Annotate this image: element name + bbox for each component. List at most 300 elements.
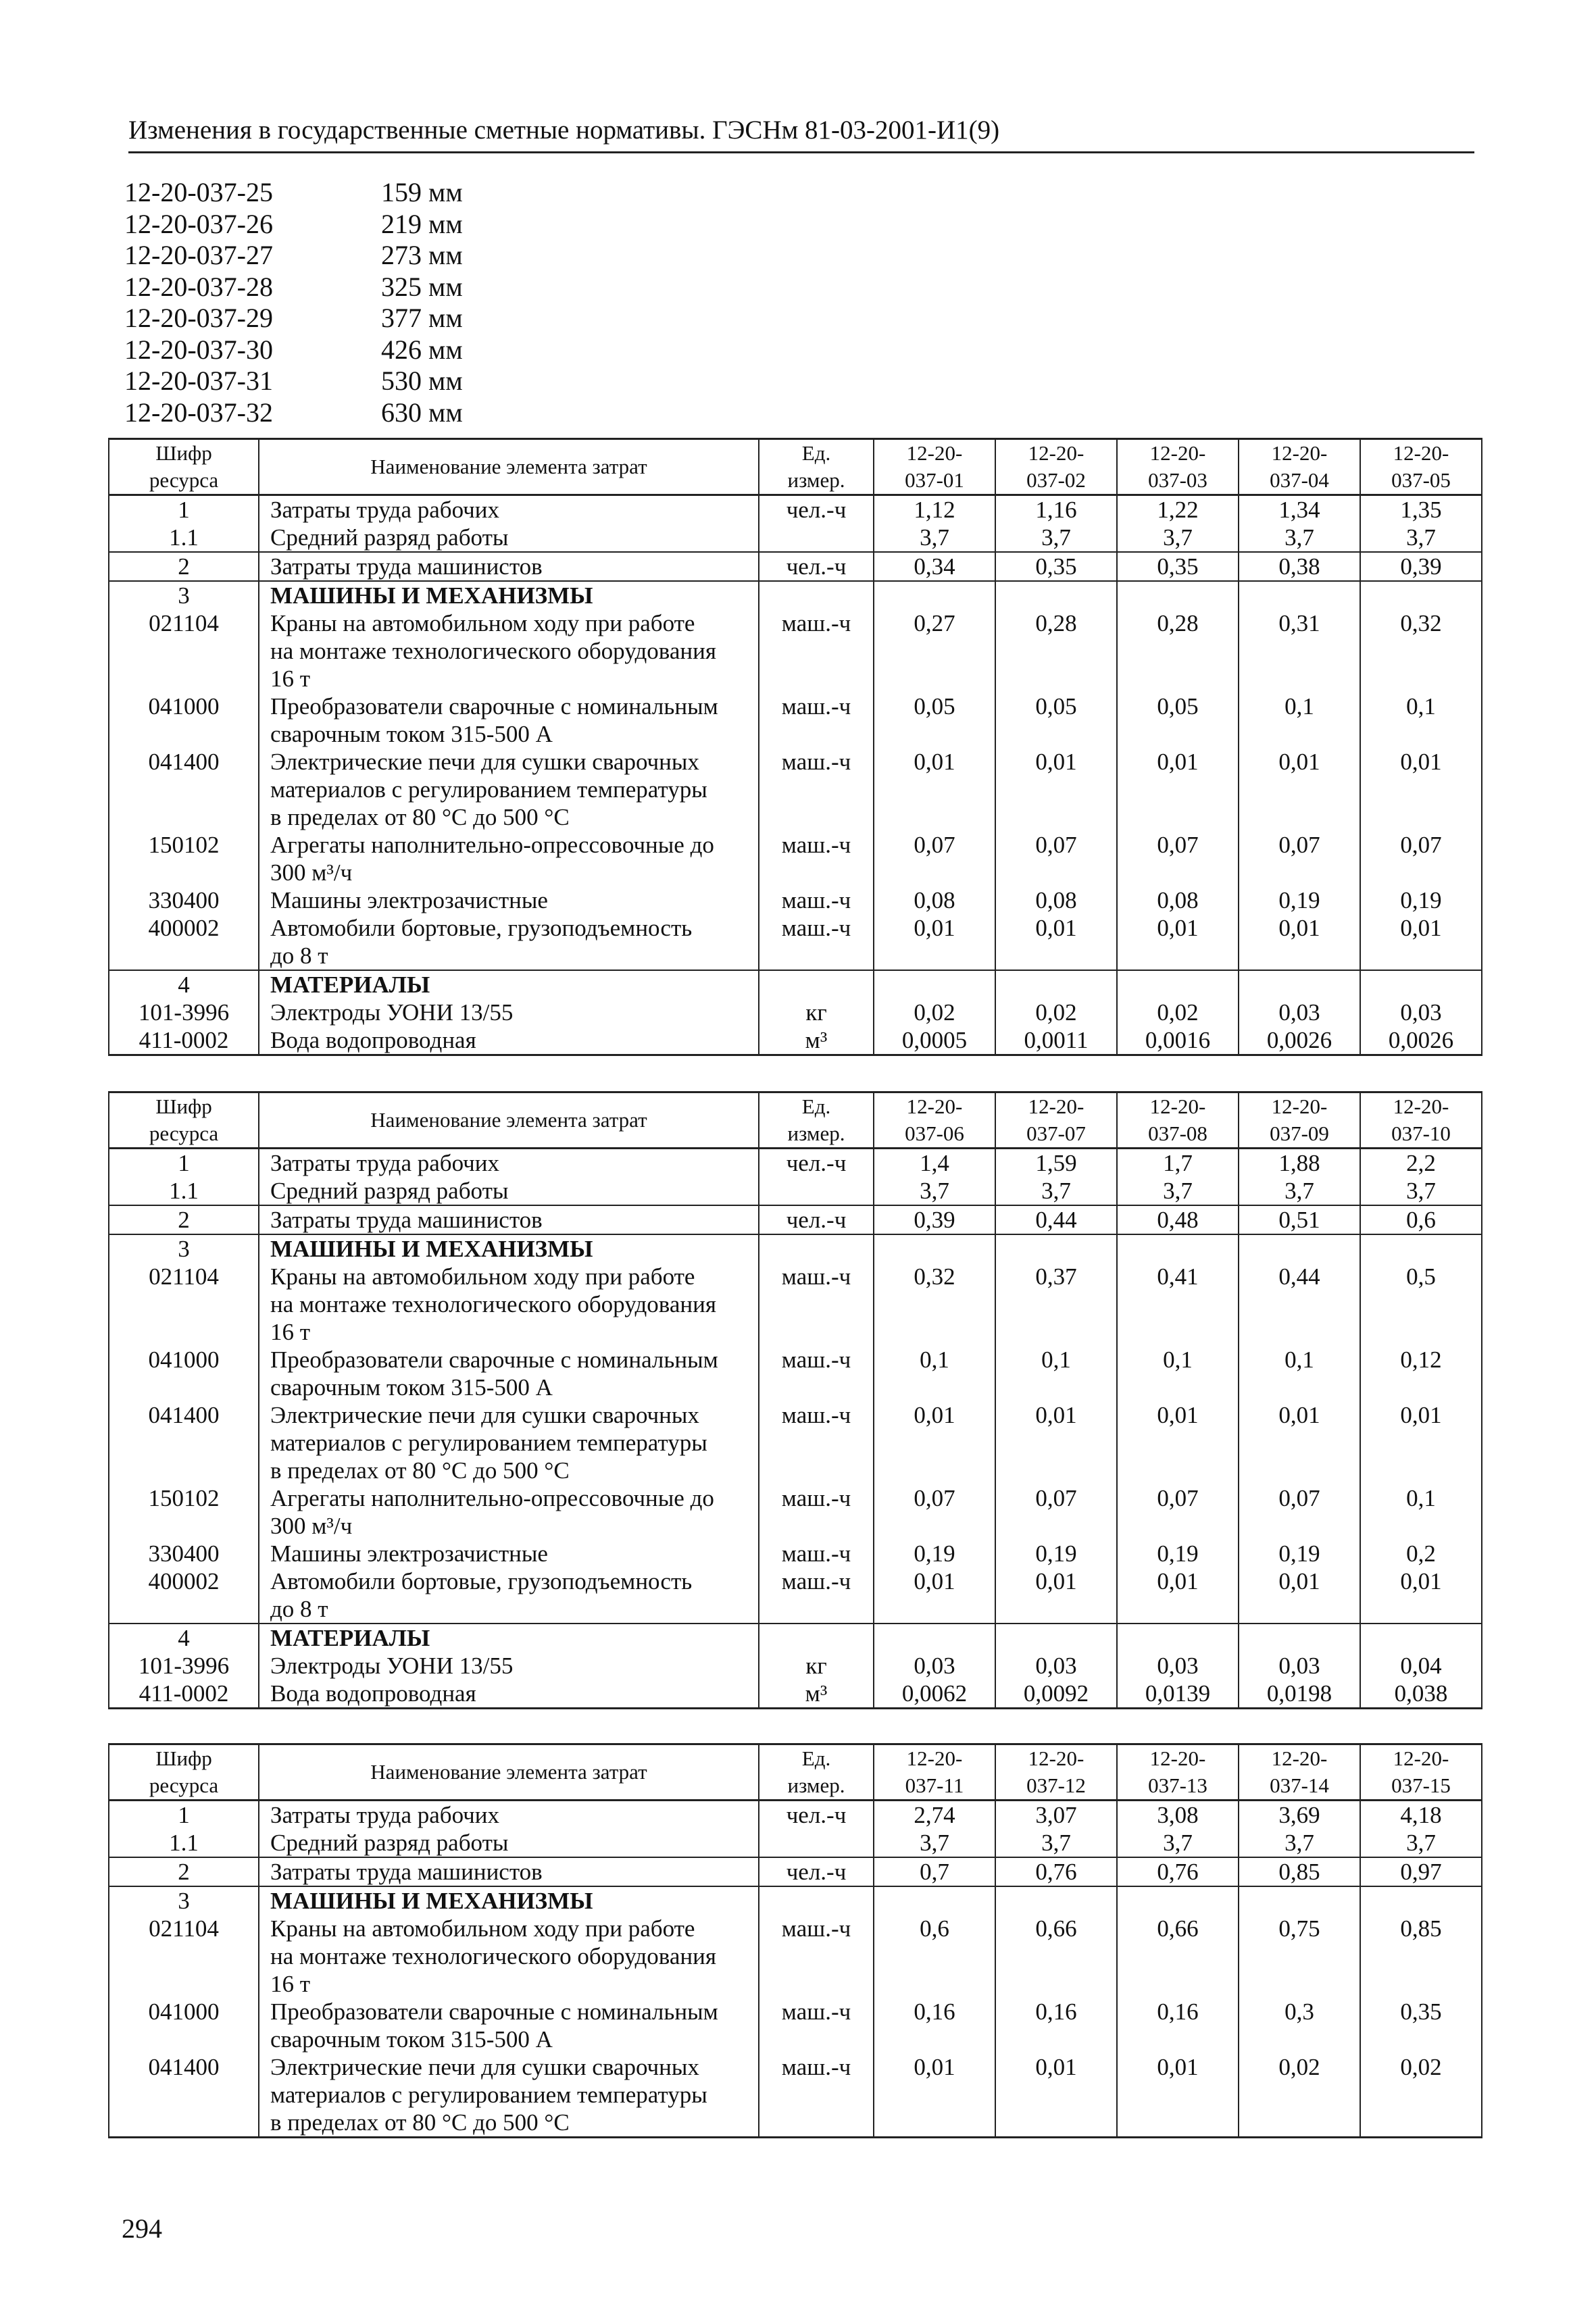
norm-value: 3,7	[874, 524, 995, 552]
norm-value: 2,74	[874, 1801, 995, 1830]
cost-element-line: МАШИНЫ И МЕХАНИЗМЫ	[270, 1236, 593, 1262]
resource-code: 3	[109, 1886, 259, 1915]
table-row	[109, 1484, 1482, 1540]
header-text-line: 037-07	[1026, 1122, 1086, 1145]
norm-value: 0,02	[1360, 2053, 1482, 2138]
cost-element-line: в пределах от 80 °С до 500 °С	[270, 804, 570, 830]
cost-element-name	[259, 1680, 759, 1709]
norm-value: 0,39	[874, 1205, 995, 1234]
cost-element-line: Преобразователи сварочные с номинальным	[270, 693, 718, 720]
header-resource-code	[109, 439, 259, 495]
table-row	[109, 1026, 1482, 1055]
norm-value: 0,01	[1117, 748, 1239, 831]
resource-code: 150102	[109, 831, 259, 886]
norm-value: 0,32	[874, 1263, 995, 1346]
table-row	[109, 1401, 1482, 1484]
cost-element-name	[259, 1263, 759, 1346]
header-resource-code	[109, 1744, 259, 1801]
norm-value: 3,7	[1117, 524, 1239, 552]
unit-of-measure: маш.-ч	[759, 914, 874, 970]
unit-of-measure: маш.-ч	[759, 886, 874, 914]
norm-value: 3,7	[1360, 1177, 1482, 1205]
cost-element-line: материалов с регулированием температуры	[270, 2082, 707, 2108]
header-norm-code	[874, 439, 995, 495]
norm-value	[1360, 581, 1482, 609]
header-text-line: 12-20-	[1028, 1095, 1084, 1118]
resource-code: 041000	[109, 1998, 259, 2053]
header-norm-code	[1239, 439, 1360, 495]
header-norm-code	[874, 1744, 995, 1801]
header-text-line: 037-15	[1391, 1774, 1451, 1797]
cost-element-line: Автомобили бортовые, грузоподъемность	[270, 1568, 693, 1594]
norm-value: 0,01	[1239, 748, 1360, 831]
cost-element-line: Электрические печи для сушки сварочных	[270, 749, 699, 775]
norm-table-2	[108, 1091, 1482, 1709]
norm-value: 3,7	[1117, 1177, 1239, 1205]
cost-element-name	[259, 581, 759, 609]
unit-of-measure	[759, 1177, 874, 1205]
resource-code: 411-0002	[109, 1680, 259, 1709]
norm-value: 0,01	[1360, 1401, 1482, 1484]
norm-value	[1117, 1234, 1239, 1263]
norm-code: 12-20-037-30	[124, 334, 273, 365]
norm-value	[1239, 581, 1360, 609]
cost-element-name	[259, 1026, 759, 1055]
norm-value: 0,03	[995, 1652, 1117, 1680]
resource-code: 021104	[109, 1263, 259, 1346]
norm-value: 0,05	[1117, 693, 1239, 748]
unit-of-measure	[759, 1829, 874, 1857]
cost-element-name	[259, 524, 759, 552]
table-row	[109, 1149, 1482, 1178]
norm-value	[995, 1624, 1117, 1652]
header-text-line: 037-13	[1148, 1774, 1207, 1797]
header-text-line: 037-04	[1270, 468, 1329, 492]
norm-value: 0,44	[1239, 1263, 1360, 1346]
unit-of-measure: маш.-ч	[759, 1567, 874, 1624]
table-row	[109, 1857, 1482, 1886]
norm-value	[995, 970, 1117, 999]
header-text-line: Шифр	[155, 1095, 212, 1118]
cost-element-line: Средний разряд работы	[270, 524, 509, 551]
norm-value: 0,01	[874, 748, 995, 831]
norm-value: 0,16	[874, 1998, 995, 2053]
table-row	[109, 1680, 1482, 1709]
cost-element-line: Машины электрозачистные	[270, 1540, 548, 1567]
norm-code: 12-20-037-25	[124, 177, 273, 207]
norm-value: 3,69	[1239, 1801, 1360, 1830]
cost-element-line: до 8 т	[270, 942, 328, 969]
resource-code: 021104	[109, 1915, 259, 1998]
norm-value: 0,7	[874, 1857, 995, 1886]
cost-element-name	[259, 609, 759, 693]
pipe-diameter: 219 мм	[381, 208, 463, 239]
norm-value: 0,0011	[995, 1026, 1117, 1055]
resource-code: 3	[109, 581, 259, 609]
cost-element-line: сварочным током 315-500 А	[270, 1374, 553, 1401]
cost-element-name	[259, 886, 759, 914]
unit-of-measure: чел.-ч	[759, 552, 874, 581]
resource-code: 330400	[109, 1540, 259, 1567]
norm-value: 0,07	[1117, 1484, 1239, 1540]
norm-code: 12-20-037-28	[124, 271, 273, 302]
norm-value: 0,02	[995, 999, 1117, 1026]
cost-element-line: Электроды УОНИ 13/55	[270, 1653, 514, 1679]
table-row	[109, 581, 1482, 609]
cost-element-line: Краны на автомобильном ходу при работе	[270, 1263, 695, 1290]
header-norm-code	[995, 1092, 1117, 1149]
cost-element-line: Краны на автомобильном ходу при работе	[270, 610, 695, 636]
unit-of-measure: чел.-ч	[759, 1801, 874, 1830]
norm-value: 0,31	[1239, 609, 1360, 693]
table-row	[109, 1801, 1482, 1830]
norm-value: 0,0005	[874, 1026, 995, 1055]
header-norm-code	[1117, 1744, 1239, 1801]
header-text-line: 12-20-	[906, 441, 963, 465]
norm-value: 0,39	[1360, 552, 1482, 581]
code-list-row	[124, 397, 463, 429]
cost-element-name	[259, 1401, 759, 1484]
table-row	[109, 748, 1482, 831]
resource-code: 1	[109, 495, 259, 524]
cost-element-line: Затраты труда рабочих	[270, 497, 499, 523]
resource-code: 1.1	[109, 524, 259, 552]
unit-of-measure	[759, 524, 874, 552]
norm-value: 0,02	[874, 999, 995, 1026]
cost-element-line: МАТЕРИАЛЫ	[270, 1625, 430, 1651]
cost-element-name	[259, 748, 759, 831]
cost-element-line: материалов с регулированием температуры	[270, 776, 707, 803]
norm-code: 12-20-037-27	[124, 240, 273, 270]
header-text-line: 037-10	[1391, 1122, 1451, 1145]
unit-of-measure: маш.-ч	[759, 609, 874, 693]
cost-element-line: 16 т	[270, 1971, 311, 1997]
cost-element-line: Агрегаты наполнительно-опрессовочные до	[270, 832, 714, 858]
norm-value: 0,03	[1239, 999, 1360, 1026]
header-text-line: 037-14	[1270, 1774, 1329, 1797]
cost-element-line: Затраты труда машинистов	[270, 1207, 543, 1233]
norm-value: 0,01	[1239, 914, 1360, 970]
norm-value: 0,1	[995, 1346, 1117, 1401]
norm-value: 0,48	[1117, 1205, 1239, 1234]
header-text-line: 037-03	[1148, 468, 1207, 492]
norm-value: 0,07	[1117, 831, 1239, 886]
norm-value: 0,0016	[1117, 1026, 1239, 1055]
header-text-line: 12-20-	[1393, 1095, 1449, 1118]
header-text-line: 037-08	[1148, 1122, 1207, 1145]
norm-value	[1360, 970, 1482, 999]
norm-value: 0,07	[874, 831, 995, 886]
cost-element-name	[259, 1624, 759, 1652]
norm-value: 0,1	[1360, 693, 1482, 748]
resource-code: 4	[109, 970, 259, 999]
norm-value: 0,37	[995, 1263, 1117, 1346]
resource-code: 2	[109, 1205, 259, 1234]
norm-value: 1,7	[1117, 1149, 1239, 1178]
norm-value: 0,85	[1360, 1915, 1482, 1998]
cost-element-name	[259, 1205, 759, 1234]
header-norm-code	[874, 1092, 995, 1149]
unit-of-measure: маш.-ч	[759, 1484, 874, 1540]
resource-code: 041400	[109, 748, 259, 831]
cost-element-name	[259, 1346, 759, 1401]
cost-element-name	[259, 1857, 759, 1886]
norm-code: 12-20-037-26	[124, 208, 273, 239]
norm-value	[1239, 1886, 1360, 1915]
norm-value: 0,01	[874, 1401, 995, 1484]
cost-element-name	[259, 970, 759, 999]
resource-code: 1	[109, 1801, 259, 1830]
norm-value: 0,01	[995, 748, 1117, 831]
header-text-line: 037-05	[1391, 468, 1451, 492]
norm-value	[1239, 1234, 1360, 1263]
norm-value: 0,07	[1239, 831, 1360, 886]
norm-value: 0,38	[1239, 552, 1360, 581]
norm-code: 12-20-037-29	[124, 303, 273, 333]
norm-value: 0,35	[995, 552, 1117, 581]
cost-element-line: Средний разряд работы	[270, 1178, 509, 1204]
cost-element-line: Затраты труда машинистов	[270, 1859, 543, 1885]
unit-of-measure: маш.-ч	[759, 1401, 874, 1484]
header-text-line: Ед.	[801, 1746, 831, 1770]
norm-value: 0,08	[874, 886, 995, 914]
norm-value: 0,0198	[1239, 1680, 1360, 1709]
norm-value: 3,7	[995, 524, 1117, 552]
norm-value: 0,27	[874, 609, 995, 693]
header-text-line: 037-09	[1270, 1122, 1329, 1145]
norm-value: 0,2	[1360, 1540, 1482, 1567]
norm-value: 3,7	[1360, 1829, 1482, 1857]
table-header-row	[109, 1744, 1482, 1801]
pipe-diameter: 325 мм	[381, 271, 463, 302]
cost-element-name	[259, 1177, 759, 1205]
resource-code: 041000	[109, 693, 259, 748]
header-text-line: 12-20-	[1028, 1746, 1084, 1770]
cost-element-line: до 8 т	[270, 1596, 328, 1622]
header-text-line: 037-02	[1026, 468, 1086, 492]
pipe-diameter: 273 мм	[381, 240, 463, 270]
norm-value	[995, 1886, 1117, 1915]
cost-element-name	[259, 1886, 759, 1915]
norm-value: 1,16	[995, 495, 1117, 524]
norm-value: 1,22	[1117, 495, 1239, 524]
norm-value: 0,19	[874, 1540, 995, 1567]
table-row	[109, 1829, 1482, 1857]
norm-value: 0,03	[874, 1652, 995, 1680]
table-row	[109, 2053, 1482, 2138]
norm-value: 1,4	[874, 1149, 995, 1178]
table-row	[109, 524, 1482, 552]
table-row	[109, 1540, 1482, 1567]
norm-value: 0,41	[1117, 1263, 1239, 1346]
cost-element-line: на монтаже технологического оборудования	[270, 638, 716, 664]
norm-value	[1117, 1624, 1239, 1652]
norm-value: 3,7	[1117, 1829, 1239, 1857]
norm-value: 0,34	[874, 552, 995, 581]
norm-value: 0,3	[1239, 1998, 1360, 2053]
norm-value: 0,01	[1117, 1401, 1239, 1484]
header-norm-code	[1117, 439, 1239, 495]
page-number: 294	[122, 2213, 162, 2244]
norm-value: 3,7	[995, 1829, 1117, 1857]
norm-code: 12-20-037-31	[124, 366, 273, 396]
header-norm-code	[1360, 439, 1482, 495]
table-row	[109, 1915, 1482, 1998]
norm-value	[874, 581, 995, 609]
header-norm-code	[995, 1744, 1117, 1801]
norm-value: 0,02	[1117, 999, 1239, 1026]
norm-value: 0,1	[1117, 1346, 1239, 1401]
table-row	[109, 693, 1482, 748]
norm-value: 3,08	[1117, 1801, 1239, 1830]
cost-element-name	[259, 914, 759, 970]
header-text-line: 12-20-	[1149, 1095, 1206, 1118]
header-norm-code	[995, 439, 1117, 495]
cost-element-name	[259, 495, 759, 524]
norm-value: 0,0026	[1360, 1026, 1482, 1055]
header-text-line: 12-20-	[906, 1746, 963, 1770]
resource-code: 330400	[109, 886, 259, 914]
resource-code: 041400	[109, 2053, 259, 2138]
norm-value: 0,03	[1360, 999, 1482, 1026]
norm-value: 0,01	[995, 914, 1117, 970]
norm-value: 3,7	[1239, 1829, 1360, 1857]
header-text-line: 12-20-	[1271, 441, 1328, 465]
norm-value	[874, 970, 995, 999]
unit-of-measure	[759, 1624, 874, 1652]
norm-value: 0,01	[1360, 914, 1482, 970]
table-row	[109, 999, 1482, 1026]
header-text-line: 12-20-	[1149, 1746, 1206, 1770]
norm-value: 0,01	[1239, 1567, 1360, 1624]
norm-value: 0,19	[1239, 886, 1360, 914]
pipe-diameter: 159 мм	[381, 177, 463, 207]
unit-of-measure	[759, 1886, 874, 1915]
norm-value: 1,34	[1239, 495, 1360, 524]
resource-code: 4	[109, 1624, 259, 1652]
unit-of-measure: кг	[759, 999, 874, 1026]
unit-of-measure: чел.-ч	[759, 495, 874, 524]
header-unit	[759, 1744, 874, 1801]
header-cost-element: Наименование элемента затрат	[259, 439, 759, 495]
norm-value	[995, 581, 1117, 609]
header-norm-code	[1360, 1744, 1482, 1801]
norm-value: 0,01	[995, 1567, 1117, 1624]
norm-value: 0,28	[995, 609, 1117, 693]
table-row	[109, 1177, 1482, 1205]
norm-value: 0,35	[1117, 552, 1239, 581]
unit-of-measure: маш.-ч	[759, 1915, 874, 1998]
header-text-line: 12-20-	[1393, 441, 1449, 465]
table-header-row	[109, 439, 1482, 495]
resource-code: 101-3996	[109, 1652, 259, 1680]
table-row	[109, 609, 1482, 693]
norm-value: 1,88	[1239, 1149, 1360, 1178]
norm-value: 0,28	[1117, 609, 1239, 693]
norm-value: 0,01	[874, 1567, 995, 1624]
header-text-line: измер.	[787, 1122, 845, 1145]
norm-value: 0,6	[1360, 1205, 1482, 1234]
code-list-row	[124, 366, 463, 397]
cost-element-name	[259, 1829, 759, 1857]
norm-value: 0,07	[874, 1484, 995, 1540]
header-cost-element: Наименование элемента затрат	[259, 1744, 759, 1801]
resource-code: 101-3996	[109, 999, 259, 1026]
table-row	[109, 495, 1482, 524]
norm-value: 0,01	[1117, 914, 1239, 970]
cost-element-line: Преобразователи сварочные с номинальным	[270, 1347, 718, 1373]
cost-element-line: материалов с регулированием температуры	[270, 1430, 707, 1456]
cost-element-name	[259, 693, 759, 748]
unit-of-measure: чел.-ч	[759, 1205, 874, 1234]
header-text-line: 12-20-	[906, 1095, 963, 1118]
cost-element-name	[259, 1998, 759, 2053]
cost-element-line: Вода водопроводная	[270, 1027, 476, 1053]
cost-element-line: в пределах от 80 °С до 500 °С	[270, 1457, 570, 1484]
unit-of-measure: маш.-ч	[759, 831, 874, 886]
header-text-line: 12-20-	[1271, 1095, 1328, 1118]
cost-element-name	[259, 1652, 759, 1680]
norm-value: 3,7	[995, 1177, 1117, 1205]
norm-value: 0,01	[1360, 1567, 1482, 1624]
unit-of-measure: м³	[759, 1026, 874, 1055]
norm-value: 3,7	[874, 1177, 995, 1205]
unit-of-measure: м³	[759, 1680, 874, 1709]
pipe-diameter: 377 мм	[381, 303, 463, 333]
cost-element-name	[259, 1801, 759, 1830]
unit-of-measure: маш.-ч	[759, 693, 874, 748]
resource-code: 1	[109, 1149, 259, 1178]
norm-value: 0,01	[1117, 2053, 1239, 2138]
header-norm-code	[1117, 1092, 1239, 1149]
norm-value: 0,07	[1239, 1484, 1360, 1540]
cost-element-line: Вода водопроводная	[270, 1680, 476, 1707]
norm-value: 0,03	[1117, 1652, 1239, 1680]
cost-element-line: 300 м³/ч	[270, 1513, 353, 1539]
norm-value: 2,2	[1360, 1149, 1482, 1178]
code-list-row	[124, 177, 463, 209]
norm-value: 0,07	[995, 831, 1117, 886]
code-list-row	[124, 240, 463, 272]
norm-value: 0,038	[1360, 1680, 1482, 1709]
norm-value	[1360, 1624, 1482, 1652]
header-text-line: 12-20-	[1393, 1746, 1449, 1770]
table-header-row	[109, 1092, 1482, 1149]
norm-value: 0,07	[995, 1484, 1117, 1540]
header-text-line: Шифр	[155, 441, 212, 465]
table-row	[109, 1567, 1482, 1624]
cost-element-name	[259, 1540, 759, 1567]
norm-value	[874, 1234, 995, 1263]
cost-element-line: МАШИНЫ И МЕХАНИЗМЫ	[270, 1888, 593, 1914]
norm-value: 0,07	[1360, 831, 1482, 886]
table-row	[109, 1205, 1482, 1234]
norm-value: 0,0026	[1239, 1026, 1360, 1055]
norm-value: 0,01	[1239, 1401, 1360, 1484]
norm-value: 0,19	[1360, 886, 1482, 914]
header-text-line: измер.	[787, 1774, 845, 1797]
header-text-line: 037-06	[905, 1122, 964, 1145]
cost-element-name	[259, 1234, 759, 1263]
resource-code: 2	[109, 552, 259, 581]
table-row	[109, 831, 1482, 886]
norm-table-1	[108, 438, 1482, 1056]
header-text-line: Ед.	[801, 441, 831, 465]
unit-of-measure: маш.-ч	[759, 1263, 874, 1346]
norm-value: 0,51	[1239, 1205, 1360, 1234]
cost-element-line: на монтаже технологического оборудования	[270, 1291, 716, 1317]
cost-element-line: Затраты труда рабочих	[270, 1802, 499, 1828]
